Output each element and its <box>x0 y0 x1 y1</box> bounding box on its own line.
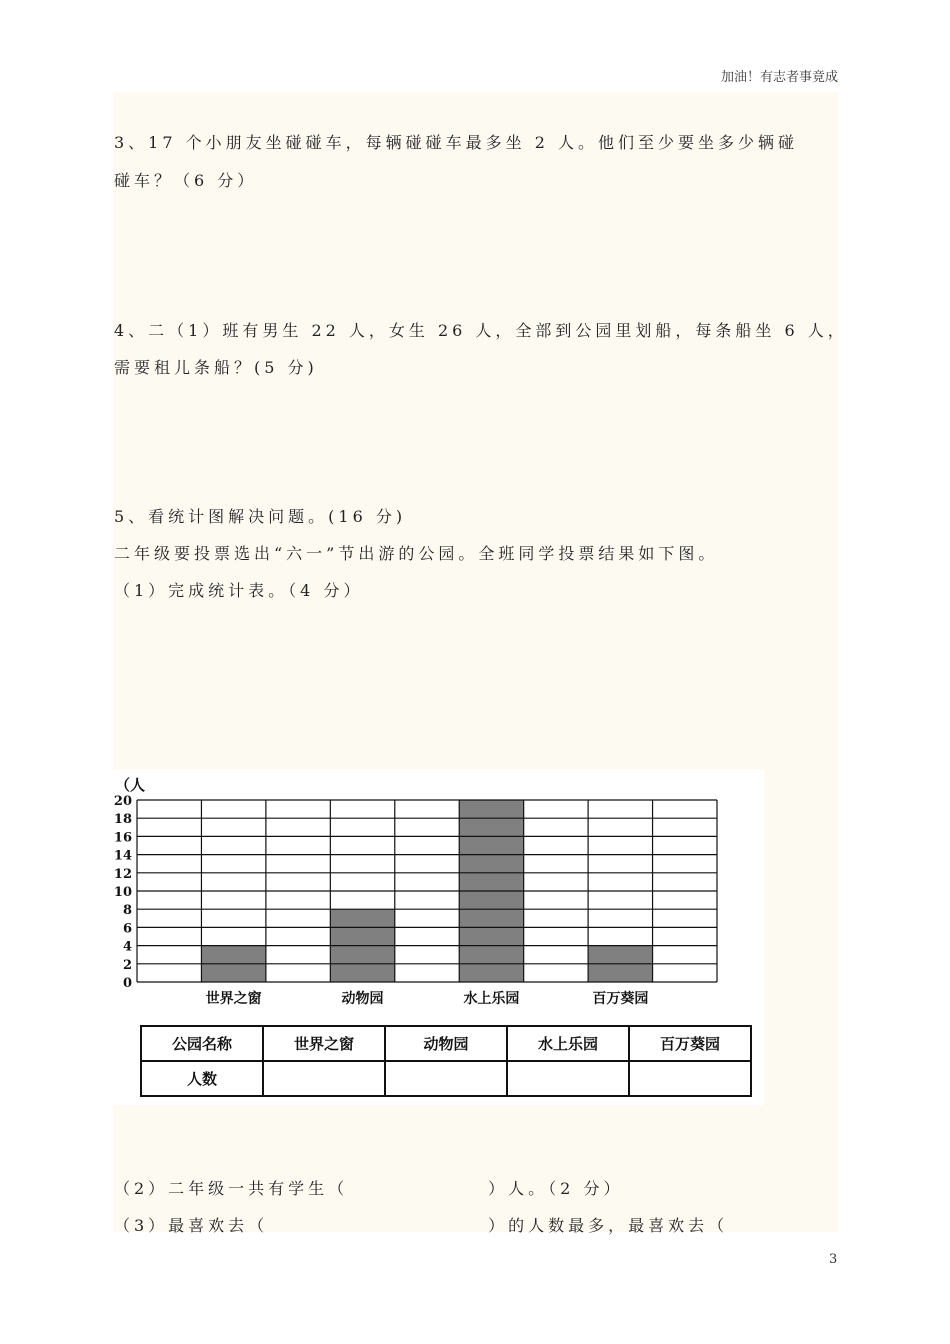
table-column-header: 百万葵园 <box>629 1026 751 1061</box>
header-motto: 加油！有志者事竟成 <box>720 70 838 85</box>
question-5-title: 5、看统计图解决问题。(16 分) <box>114 507 407 526</box>
question-3-line-1: 3、17 个小朋友坐碰碰车，每辆碰碰车最多坐 2 人。他们至少要坐多少辆碰 <box>114 133 798 152</box>
chart-category-label: 水上乐园 <box>463 991 520 1007</box>
chart-y-tick-label: 20 <box>113 794 132 809</box>
table-count-row <box>141 1061 751 1096</box>
question-4-line-1: 4、二（1）班有男生 22 人，女生 26 人，全部到公园里划船，每条船坐 6 人， <box>114 321 848 340</box>
table-header-row <box>141 1026 751 1061</box>
chart-category-label: 动物园 <box>341 991 384 1007</box>
chart-y-tick-label: 18 <box>113 812 132 828</box>
chart-y-tick-label: 10 <box>113 885 132 900</box>
chart-y-tick-label: 16 <box>113 830 132 846</box>
question-4-line-2: 需要租儿条船？(5 分) <box>114 358 318 377</box>
statistics-table <box>140 1025 752 1097</box>
chart-category-label: 百万葵园 <box>592 991 649 1007</box>
table-column-header: 水上乐园 <box>507 1026 629 1061</box>
chart-y-tick-label: 0 <box>122 976 132 991</box>
table-header-label: 公园名称 <box>141 1026 263 1061</box>
chart-y-tick-label: 2 <box>122 957 132 973</box>
table-row-label: 人数 <box>141 1061 263 1096</box>
chart-y-tick-label: 14 <box>113 848 132 864</box>
question-5-part-1: （1）完成统计表。（4 分） <box>114 581 364 600</box>
chart-y-tick-label: 8 <box>122 903 132 919</box>
table-count-cell[interactable] <box>629 1061 751 1096</box>
table-column-header: 世界之窗 <box>263 1026 385 1061</box>
question-3-line-2: 碰车？（6 分） <box>114 171 258 190</box>
table-column-header: 动物园 <box>385 1026 507 1061</box>
chart-y-tick-label: 12 <box>113 866 132 882</box>
table-count-cell[interactable] <box>263 1061 385 1096</box>
chart-y-tick-label: 4 <box>122 939 132 955</box>
question-5-intro: 二年级要投票选出“六一”节出游的公园。全班同学投票结果如下图。 <box>114 544 719 563</box>
question-5-part-3: （3）最喜欢去（ ）的人数最多，最喜欢去（ <box>114 1216 729 1235</box>
bar-chart <box>112 770 764 1010</box>
table-count-cell[interactable] <box>385 1061 507 1096</box>
page-number: 3 <box>829 1252 838 1267</box>
table-count-cell[interactable] <box>507 1061 629 1096</box>
question-5-part-2: （2）二年级一共有学生（ ）人。（2 分） <box>114 1179 624 1198</box>
chart-category-label: 世界之窗 <box>205 991 262 1007</box>
chart-y-tick-label: 6 <box>122 921 132 937</box>
chart-y-axis-label: （人 <box>115 776 146 794</box>
